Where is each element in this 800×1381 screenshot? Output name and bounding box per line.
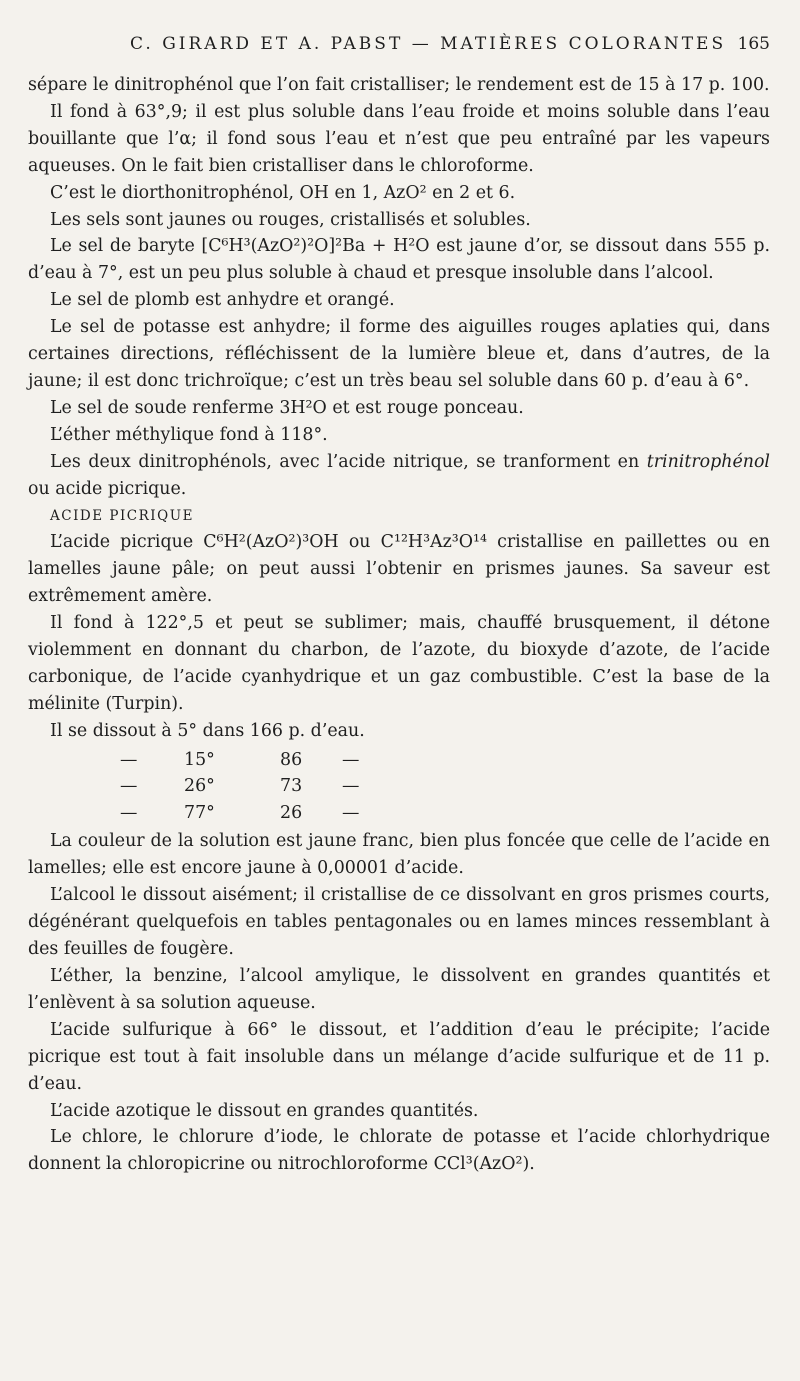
temperature-cell: 77° [184,802,215,823]
paragraph: L’acide sulfurique à 66° le dissout, et l’addition d’eau le précipite; l’acide picrique est tout à fait insoluble dans un mélange d’acide sulfurique et de 11 p. d’eau. [28,1019,770,1094]
paragraph: L’acide azotique le dissout en grandes quantités. [50,1100,479,1121]
temperature-cell: 26° [184,776,215,797]
paragraph: Le chlore, le chlorure d’iode, le chlorate de potasse et l’acide chlorhydrique donnent la chloropicrine ou nitrochloroforme CCl³(AzO²). [28,1127,770,1175]
section-heading: ACIDE PICRIQUE [50,507,194,524]
paragraph: C’est le diorthonitrophénol, OH en 1, AzO² en 2 et 6. [50,182,516,203]
ditto-mark: — [120,776,138,797]
paragraph: L’éther, la benzine, l’alcool amylique, le dissolvent en grandes quantités et l’enlèvent à sa solution aqueuse. [28,965,770,1013]
temperature-cell: 15° [184,749,215,770]
ditto-mark: — [342,749,360,770]
page-number: 165 [737,34,770,54]
paragraph: L’éther méthylique fond à 118°. [50,424,328,445]
parts-cell: 73 [280,776,303,797]
paragraph: Il se dissout à 5° dans 166 p. d’eau. [50,720,365,741]
paragraph: L’acide picrique C⁶H²(AzO²)³OH ou C¹²H³Az³O¹⁴ cristallise en paillettes ou en lamelles jaune pâle; on peut aussi l’obtenir en prismes jaunes. Sa saveur est extrêmement amère. [28,532,770,607]
ditto-mark: — [120,749,138,770]
paragraph: Il fond à 122°,5 et peut se sublimer; mais, chauffé brusquement, il détone violemment en donnant du charbon, de l’azote, du bioxyde d’azote, de l’acide carbonique, de l’acide cyanhydrique et un gaz combustible. C’est la base de la mélinite (Turpin). [28,613,770,714]
paragraph: Les sels sont jaunes ou rouges, cristallisés et solubles. [50,209,531,230]
table-row [28,773,770,800]
paragraph: La couleur de la solution est jaune franc, bien plus foncée que celle de l’acide en lamelles; elle est encore jaune à 0,00001 d’acide. [28,831,770,879]
parts-cell: 26 [280,802,303,823]
body-text [28,72,770,1178]
paragraph: Le sel de plomb est anhydre et orangé. [50,290,395,311]
ditto-mark: — [342,776,360,797]
paragraph: Il fond à 63°,9; il est plus soluble dans l’eau froide et moins soluble dans l’eau bouillante que l’α; il fond sous l’eau et n’est que peu entraîné par les vapeurs aqueuses. On le fait bien cristalliser dans le chloroforme. [28,101,770,176]
ditto-mark: — [120,802,138,823]
paragraph: L’alcool le dissout aisément; il cristallise de ce dissolvant en gros prismes courts, dégénérant quelquefois en tables pentagonales ou en lames minces ressemblant à des feuilles de fougère. [28,885,770,960]
paragraph: sépare le dinitrophénol que l’on fait cristalliser; le rendement est de 15 à 17 p. 100. [28,75,770,95]
running-header [0,34,800,60]
paragraph: Le sel de baryte [C⁶H³(AzO²)²O]²Ba + H²O est jaune d’or, se dissout dans 555 p. d’eau à 7°, est un peu plus soluble à chaud et presque insoluble dans l’alcool. [28,236,770,284]
parts-cell: 86 [280,749,303,770]
solubility-table [28,747,770,827]
table-row [28,800,770,827]
paragraph: Le sel de potasse est anhydre; il forme des aiguilles rouges aplaties qui, dans certaines directions, réfléchissent de la lumière bleue et, dans d’autres, de la jaune; il est donc trichroïque; c’est un très beau sel soluble dans 60 p. d’eau à 6°. [28,317,770,391]
text-run: Les deux dinitrophénols, avec l’acide nitrique, se tranforment en [50,451,647,472]
italic-term: trinitrophénol [646,451,770,472]
paragraph: Le sel de soude renferme 3H²O et est rouge ponceau. [50,397,524,418]
paragraph-trinitrophenol [28,449,770,503]
ditto-mark: — [342,802,360,823]
text-run: ou acide picrique. [28,478,187,499]
running-title: C. GIRARD ET A. PABST — MATIÈRES COLORANTES [130,34,727,54]
table-row [28,747,770,774]
